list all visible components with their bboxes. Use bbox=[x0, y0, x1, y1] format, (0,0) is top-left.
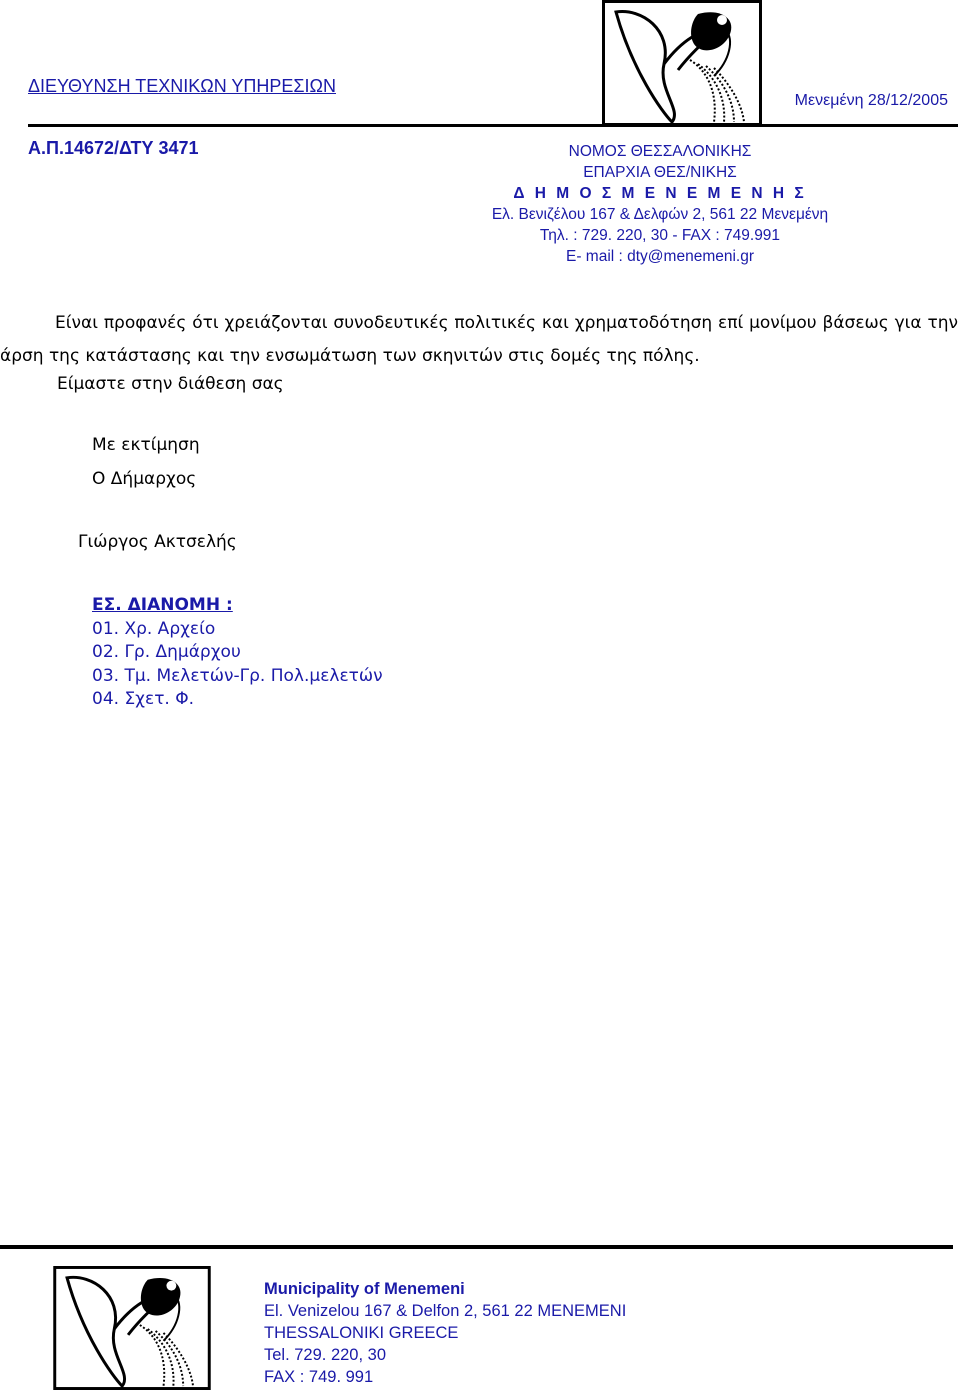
signature-block bbox=[92, 428, 200, 496]
regards-line: Με εκτίμηση bbox=[92, 435, 200, 455]
department-title: ΔΙΕΥΘΥΝΣΗ ΤΕΧΝΙΚΩΝ ΥΠΗΡΕΣΙΩΝ bbox=[28, 76, 336, 96]
letter-body bbox=[0, 307, 958, 373]
menemeni-bird-logo-icon bbox=[52, 1266, 212, 1390]
municipality-info-block bbox=[440, 141, 880, 267]
email-line: E- mail : dty@menemeni.gr bbox=[565, 248, 754, 265]
signer-name: Γιώργος Ακτσελής bbox=[78, 532, 237, 552]
letter-date: Μενεμένη 28/12/2005 bbox=[794, 92, 948, 109]
footer-fax: FAX : 749. 991 bbox=[264, 1368, 374, 1386]
distribution-item: 04. Σχετ. Φ. bbox=[92, 689, 195, 709]
distribution-title: ΕΣ. ΔΙΑΝΟΜΗ : bbox=[92, 595, 233, 615]
distribution-item: 03. Τμ. Μελετών-Γρ. Πολ.μελετών bbox=[92, 665, 383, 686]
footer-tel: Tel. 729. 220, 30 bbox=[264, 1346, 387, 1364]
address-line: Ελ. Βενιζέλου 167 & Δελφών 2, 561 22 Μενεμένη bbox=[491, 206, 829, 223]
signer-title: Ο Δήμαρχος bbox=[92, 469, 197, 489]
distribution-item: 01. Χρ. Αρχείο bbox=[92, 618, 216, 639]
province-line: ΕΠΑΡΧΙΑ ΘΕΣ/ΝΙΚΗΣ bbox=[583, 164, 737, 181]
footer-address: El. Venizelou 167 & Delfon 2, 561 22 MENEMENI bbox=[264, 1302, 627, 1320]
prefecture-line: ΝΟΜΟΣ ΘΕΣΣΑΛΟΝΙΚΗΣ bbox=[568, 143, 752, 160]
distribution-item: 02. Γρ. Δημάρχου bbox=[92, 642, 241, 662]
closing-line: Είμαστε στην διάθεση σας bbox=[57, 374, 284, 394]
municipality-line: Δ Η Μ Ο Σ Μ Ε Ν Ε Μ Ε Ν Η Σ bbox=[513, 185, 807, 202]
footer-city: THESSALONIKI GREECE bbox=[264, 1324, 459, 1342]
protocol-number: Α.Π.14672/ΔΤΥ 3471 bbox=[28, 138, 199, 158]
footer-divider bbox=[0, 1245, 953, 1249]
body-paragraph: Είναι προφανές ότι χρειάζονται συνοδευτικές πολιτικές και χρηματοδότηση επί μονίμου βάσεως για την άρση της κατάστασης και την ενσωμάτωση των σκηνιτών στις δομές της πόλης. bbox=[0, 313, 958, 366]
phone-line: Τηλ. : 729. 220, 30 - FAX : 749.991 bbox=[539, 227, 781, 244]
footer-contact bbox=[264, 1278, 626, 1388]
distribution-list bbox=[92, 594, 383, 712]
menemeni-bird-logo-icon bbox=[602, 0, 762, 126]
footer-municipality-name: Municipality of Menemeni bbox=[264, 1280, 465, 1298]
header-divider bbox=[28, 124, 958, 127]
